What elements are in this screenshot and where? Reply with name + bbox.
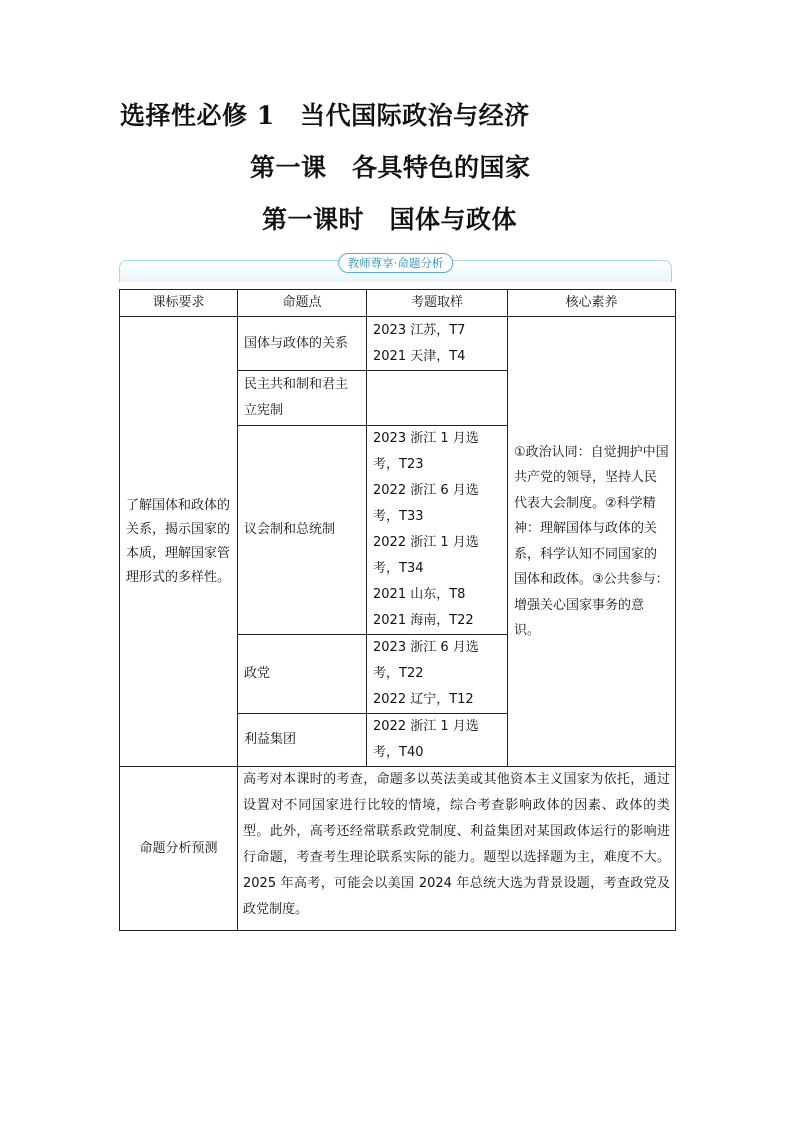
analysis-table	[119, 289, 676, 931]
header-point: 命题点	[238, 290, 367, 317]
example-item: 2022 辽宁，T12	[373, 692, 474, 707]
example-item: 2021 山东，T8	[373, 587, 466, 602]
example-item: 2023 浙江 1 月选考，T23	[373, 431, 479, 472]
point-cell: 国体与政体的关系	[238, 317, 367, 371]
point-cell: 利益集团	[238, 714, 367, 767]
lesson-title: 第一课 各具特色的国家	[250, 153, 531, 182]
examples-cell	[367, 714, 508, 767]
table-header-row	[120, 290, 676, 317]
examples-cell	[367, 371, 508, 426]
teacher-banner	[119, 256, 672, 282]
module-title: 选择性必修 1 当代国际政治与经济	[120, 101, 530, 130]
examples-cell	[367, 317, 508, 371]
literacy-cell: ①政治认同：自觉拥护中国共产党的领导，坚持人民代表大会制度。②科学精神：理解国体与政体的关系，科学认知不同国家的国体和政体。③公共参与：增强关心国家事务的意识。	[508, 317, 676, 767]
example-item: 2022 浙江 6 月选考，T33	[373, 483, 479, 524]
example-item: 2023 江苏，T7	[373, 322, 466, 338]
requirement-cell: 了解国体和政体的关系，揭示国家的本质，理解国家管理形式的多样性。	[120, 317, 238, 767]
point-cell: 民主共和制和君主立宪制	[238, 371, 367, 426]
header-requirement: 课标要求	[120, 290, 238, 317]
period-title: 第一课时 国体与政体	[262, 205, 518, 234]
banner-label: 教师尊享·命题分析	[338, 253, 454, 273]
example-item: 2022 浙江 1 月选考，T34	[373, 535, 479, 576]
example-item: 2023 浙江 6 月选考，T22	[373, 640, 479, 681]
table-row	[120, 767, 676, 931]
header-literacy: 核心素养	[508, 290, 676, 317]
point-cell: 议会制和总统制	[238, 426, 367, 635]
example-item: 2021 海南，T22	[373, 613, 474, 628]
example-item: 2021 天津，T4	[373, 348, 466, 364]
point-cell: 政党	[238, 635, 367, 714]
example-item: 2022 浙江 1 月选考，T40	[373, 719, 479, 760]
table-row	[120, 317, 676, 371]
examples-cell	[367, 635, 508, 714]
header-examples: 考题取样	[367, 290, 508, 317]
analysis-text: 高考对本课时的考查，命题多以英法美或其他资本主义国家为依托，通过设置对不同国家进行比较的情境，综合考查影响政体的因素、政体的类型。此外，高考还经常联系政党制度、利益集团对某国政体运行的影响进行命题，考查考生理论联系实际的能力。题型以选择题为主，难度不大。2025 年高考，可能会以美国 2024 年总统大选为背景设题，考查政党及政党制度。	[238, 767, 676, 931]
examples-cell	[367, 426, 508, 635]
analysis-label: 命题分析预测	[120, 767, 238, 931]
